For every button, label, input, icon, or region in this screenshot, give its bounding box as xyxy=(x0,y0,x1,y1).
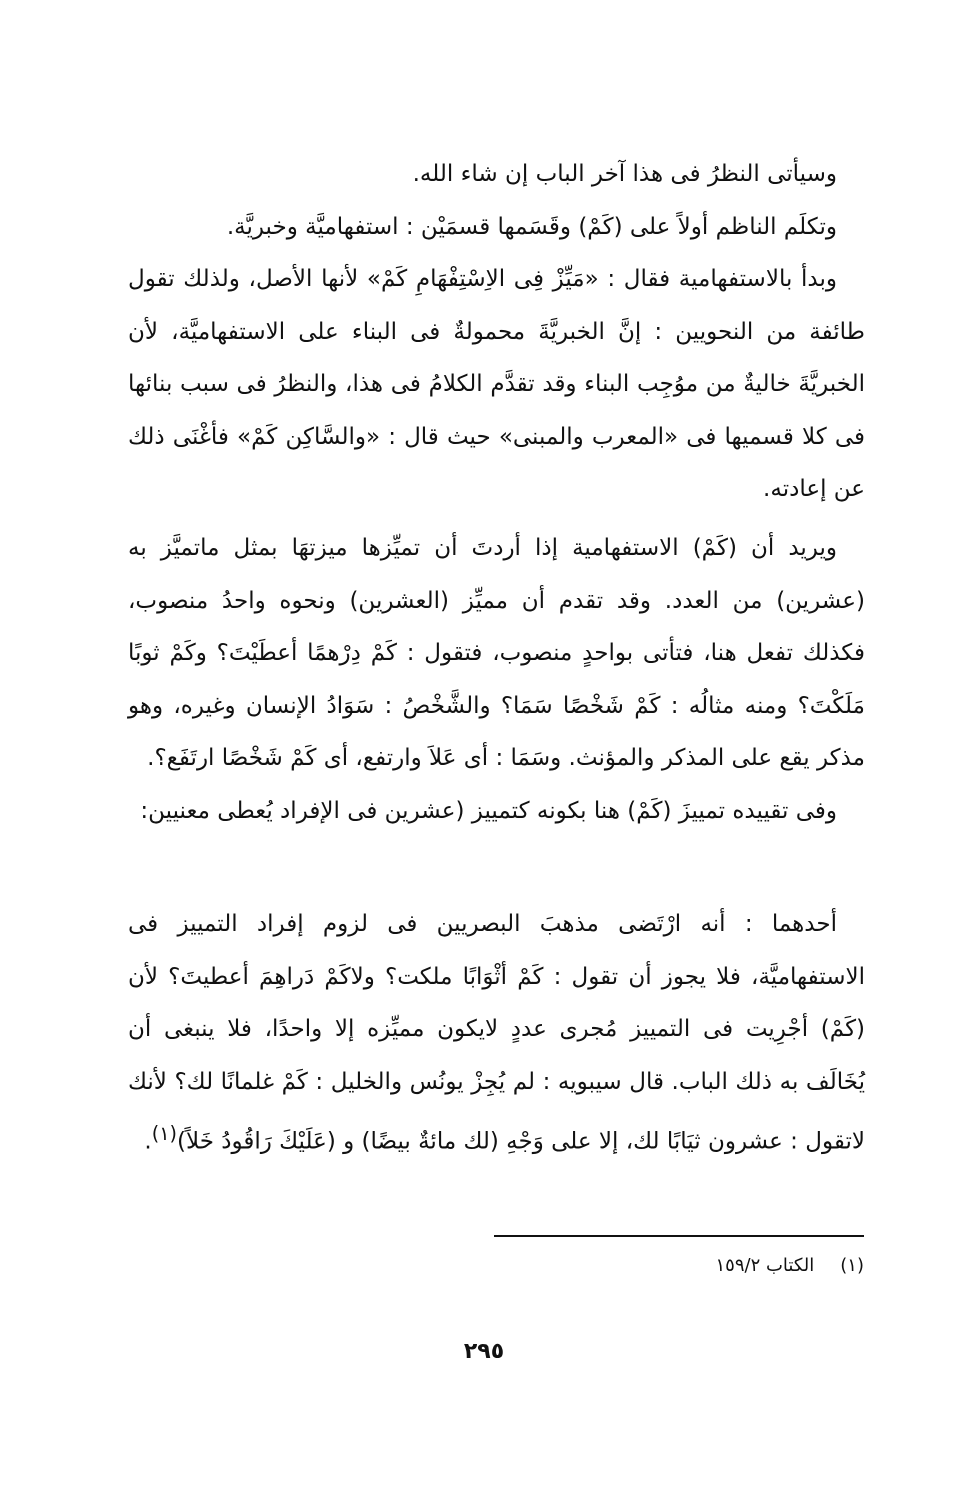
footnote-divider xyxy=(494,1235,864,1237)
text-block-final xyxy=(128,898,865,1168)
footnote-marker: (١) xyxy=(840,1255,864,1276)
text-block-middle xyxy=(128,522,865,837)
paragraph-4: ويريد أن (كَمْ) الاستفهامية إذا أردتَ أن تميِّزها ميزتهَا بمثل ماتميَّز به (عشرين) من العدد. وقد تقدم أن مميِّز (العشرين) ونحوه واحدُ منصوب، فكذلك تفعل هنا، فتأتى بواحدٍ منصوب، فتقول : كَمْ دِرْهمًا أعطَيْتَ؟ وكَمْ ثوبًا مَلَكْتَ؟ ومنه مثالُه : كَمْ شَخْصًا سَمَا؟ والشَّخْصُ : سَوَادُ الإنسان وغيره، وهو مذكر يقع على المذكر والمؤنث. وسَمَا : أى عَلاَ وارتفع، أى كَمْ شَخْصًا ارتَفَع؟. xyxy=(128,535,865,771)
paragraph-6: أحدهما : أنه ارْتَضى مذهبَ البصريين فى لزوم إفراد التمييز فى الاستفهاميَّة، فلا يجوز أن تقول : كَمْ أثْوَابًا ملكت؟ ولاكَمْ دَراهِمَ أعطيتَ؟ لأن (كَمْ) أجْرِيت فى التمييز مُجرى عددٍ لايكون مميِّزه إلا واحدًا، فلا ينبغى أن يُخَالَف به ذلك الباب. قال سيبويه : لم يُجِزْ يونُس والخليل : كَمْ غلمانًا لك؟ لأنك لاتقول : عشرون ثيَابًا لك، إلا على وَجْهِ (لك مائةٌ بيضًا) و (عَلَيْكَ رَاقُودُ خَلاً)$^{(١)}$. xyxy=(128,911,865,1155)
footnote-reference: (١) xyxy=(151,1122,177,1145)
paragraph-1: وسيأتى النظرُ فى هذا آخر الباب إن شاء الله. xyxy=(412,161,837,187)
paragraph-5: وفى تقييده تمييزَ (كَمْ) هنا بكونه كتمييز (عشرين فى الإفراد يُعطى معنيين: xyxy=(140,797,837,824)
paragraph-2: وتكلَم الناظم أولاً على (كَمْ) وقَسَمها قسمَيْن : استفهاميَّة وخبريَّة. xyxy=(226,213,837,240)
paragraph-3: وبدأ بالاستفهامية فقال : «مَيِّزْ فِى الاِسْتِفْهَامِ كَمْ» لأنها الأصل، ولذلك تقول طائفة من النحويين : إنَّ الخبريَّةَ محمولةٌ فى البناء على الاستفهاميَّة، لأن الخبريَّةَ خاليةٌ من موُجِب البناء وقد تقدَّم الكلامُ فى هذا، والنظرُ فى سبب بنائها فى كلا قسميها فى «المعرب والمبنى» حيث قال : «والسَّاكِن كَمْ» فأغْنَى ذلك عن إعادته. xyxy=(128,266,865,502)
paragraph-6-text: أحدهما : أنه ارْتَضى مذهبَ البصريين فى لزوم إفراد التمييز فى الاستفهاميَّة، فلا يجوز أن تقول : كَمْ أثْوَابًا ملكت؟ ولاكَمْ دَراهِمَ أعطيتَ؟ لأن (كَمْ) أجْرِيت فى التمييز مُجرى عددٍ لايكون مميِّزه إلا واحدًا، فلا ينبغى أن يُخَالَف به ذلك الباب. قال سيبويه : لم يُجِزْ يونُس والخليل : كَمْ غلمانًا لك؟ لأنك لاتقول : عشرون ثيَابًا لك، إلا على وَجْهِ (لك مائةٌ بيضًا) و (عَلَيْكَ رَاقُودُ خَلاً) xyxy=(128,911,865,1155)
footnote-text: الكتاب ١٥٩/٢ xyxy=(715,1255,815,1276)
footnote xyxy=(494,1251,864,1281)
page-number: ٢٩٥ xyxy=(463,1339,505,1364)
text-block-intro xyxy=(128,148,865,516)
